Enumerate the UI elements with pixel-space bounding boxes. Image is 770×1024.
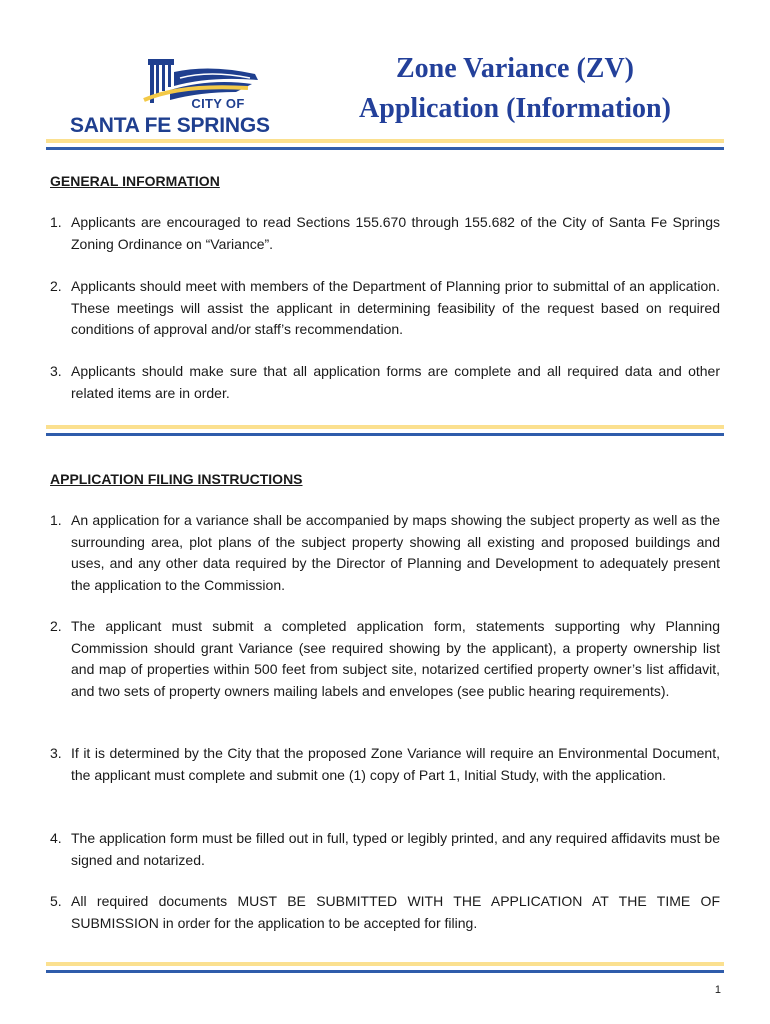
list-item: 1. An application for a variance shall be accompanied by maps showing the subject property as well as the surrounding area, plot plans of the subject property showing all existing and proposed buildings and uses, and any other data required by the Director of Planning and Development to adequately present the application to the Commission. xyxy=(50,512,720,593)
list-item: 2. The applicant must submit a completed application form, statements supporting why Planning Commission should grant Variance (see required showing by the applicant), a property ownership list and map of properties within 500 feet from subject site, notarized certified property owner’s list affidavit, and two sets of property owners mailing labels and envelopes (see public hearing requirements). xyxy=(50,618,720,699)
footer-divider xyxy=(46,962,724,973)
list-item: 5. All required documents MUST BE SUBMITTED WITH THE APPLICATION AT THE TIME OF SUBMISSION in order for the application to be accepted for filing. xyxy=(50,893,720,931)
list-item: 3. If it is determined by the City that the proposed Zone Variance will require an Environmental Document, the applicant must complete and submit one (1) copy of Part 1, Initial Study, with the application. xyxy=(50,745,720,783)
general-information-heading: GENERAL INFORMATION xyxy=(50,173,220,189)
page-subtitle: Application (Information) xyxy=(359,93,671,124)
list-item: 3. Applicants should make sure that all application forms are complete and all required data and other related items are in order. xyxy=(50,363,720,401)
list-item: 4. The application form must be filled out in full, typed or legibly printed, and any required affidavits must be signed and notarized. xyxy=(50,830,720,868)
page-title: Zone Variance (ZV) xyxy=(396,53,634,84)
logo-city-name: SANTA FE SPRINGS xyxy=(70,114,270,137)
page-number: 1 xyxy=(714,984,721,996)
filing-instructions-heading: APPLICATION FILING INSTRUCTIONS xyxy=(50,471,303,487)
list-item: 1. Applicants are encouraged to read Sections 155.670 through 155.682 of the City of Santa Fe Springs Zoning Ordinance on “Variance”. xyxy=(50,214,720,252)
city-logo xyxy=(70,56,285,140)
header-divider xyxy=(46,139,724,150)
list-item: 2. Applicants should meet with members of the Department of Planning prior to submittal of an application. These meetings will assist the applicant in determining feasibility of the request based on required conditions of approval and/or staff’s recommendation. xyxy=(50,278,720,337)
section-divider xyxy=(46,425,724,436)
logo-city-of: CITY OF xyxy=(191,96,245,111)
